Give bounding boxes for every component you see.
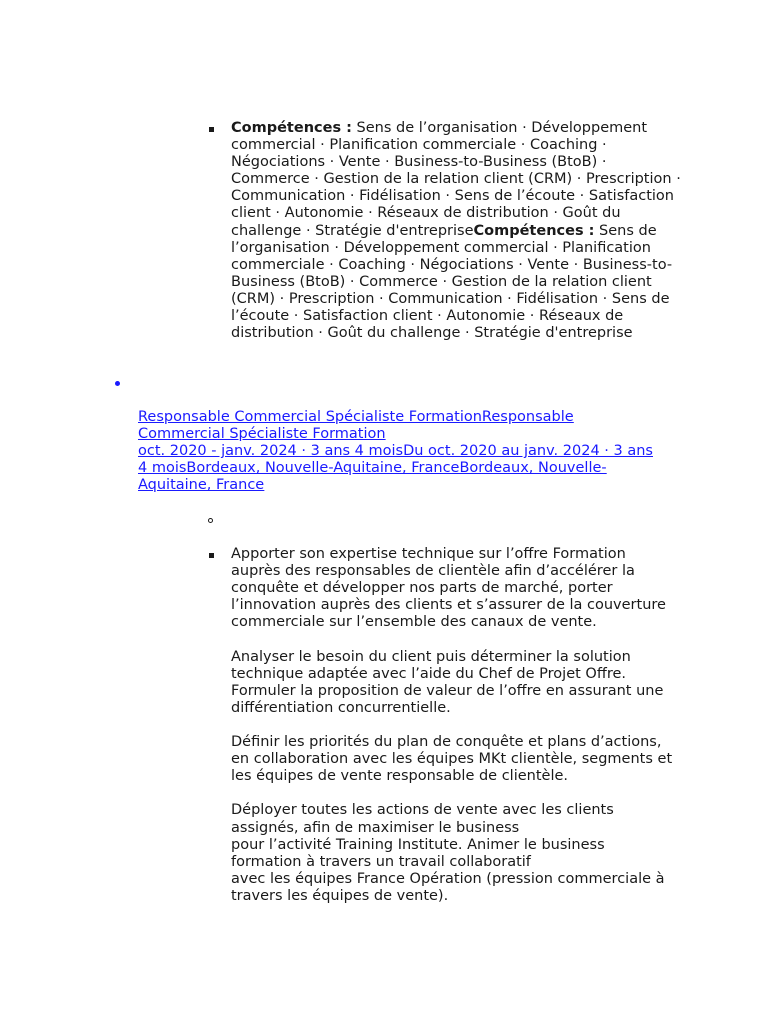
description-paragraph bbox=[231, 802, 676, 905]
square-bullet-icon bbox=[209, 553, 214, 558]
job-position-link[interactable] bbox=[138, 409, 658, 494]
description-paragraph: Apporter son expertise technique sur l’offre Formation auprès des responsables de clientèle afin d’accélérer la conquête et développer nos parts de marché, porter l’innovation auprès des clients et s’assurer de la couverture commerciale sur l’ensemble des canaux de vente. bbox=[231, 546, 666, 631]
job-location: Bordeaux, Nouvelle-Aquitaine, FranceBordeaux, Nouvelle-Aquitaine, France bbox=[138, 460, 607, 494]
description-paragraph: Définir les priorités du plan de conquête et plans d’actions, en collaboration avec les équipes MKt clientèle, segments et les équipes de vente responsable de clientèle. bbox=[231, 734, 673, 785]
description-paragraph: Analyser le besoin du client puis déterminer la solution technique adaptée avec l’aide du Chef de Projet Offre. Formuler la proposition de valeur de l’offre en assurant une différentiation concurrentielle. bbox=[231, 648, 664, 716]
square-bullet-icon bbox=[209, 127, 214, 132]
skills-paragraph bbox=[231, 120, 683, 342]
skills-label-repeat: Compétences : bbox=[473, 222, 595, 239]
list-bullet-icon bbox=[115, 381, 120, 386]
description-line: Déployer toutes les actions de vente avec les clients assignés, afin de maximiser le business bbox=[231, 802, 614, 836]
job-description bbox=[231, 546, 676, 922]
job-dates: oct. 2020 - janv. 2024 · 3 ans 4 moisDu oct. 2020 au janv. 2024 · 3 ans 4 mois bbox=[138, 443, 653, 477]
circle-bullet-icon bbox=[208, 518, 213, 523]
description-line: pour l’activité Training Institute. Animer le business formation à travers un travail collaboratif bbox=[231, 836, 605, 870]
description-line: avec les équipes France Opération (pression commerciale à travers les équipes de vente). bbox=[231, 870, 665, 904]
skills-text: Sens de l’organisation · Développement commercial · Planification commerciale · Coaching · Négociations · Vente · Business-to-Business (BtoB) · Commerce · Gestion de la relation client (CRM) · Prescription · Communication · Fidélisation · Sens de l’écoute · Satisfaction client · Autonomie · Réseaux de distribution · Goût du challenge · Stratégie d'entreprise bbox=[231, 120, 681, 239]
skills-text-repeat: Sens de l’organisation · Développement commercial · Planification commerciale · Coaching · Négociations · Vente · Business-to-Business (BtoB) · Commerce · Gestion de la relation client (CRM) · Prescription · Communication · Fidélisation · Sens de l’écoute · Satisfaction client · Autonomie · Réseaux de distribution · Goût du challenge · Stratégie d'entreprise bbox=[231, 222, 673, 342]
job-title: Responsable Commercial Spécialiste FormationResponsable Commercial Spécialiste Formation bbox=[138, 409, 574, 443]
skills-label: Compétences : bbox=[231, 120, 352, 136]
